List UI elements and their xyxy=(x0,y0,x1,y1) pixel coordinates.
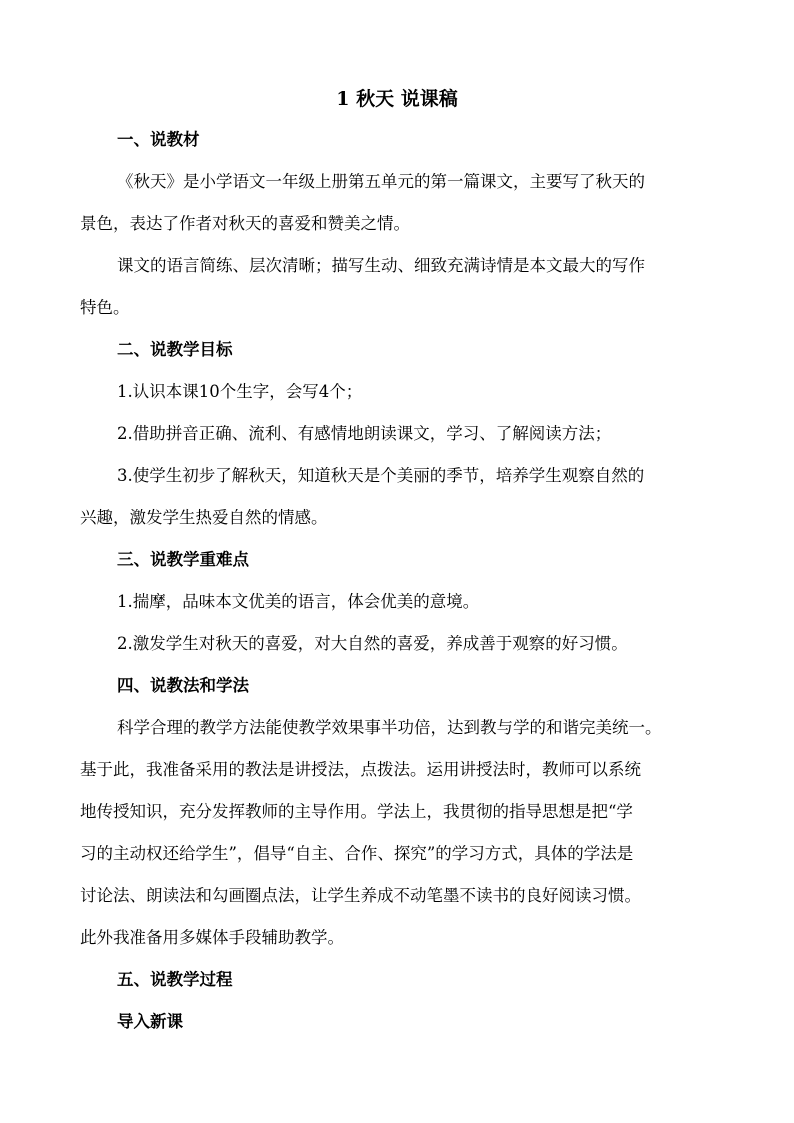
paragraph-line: 基于此，我准备采用的教法是讲授法，点拨法。运用讲授法时，教师可以系统 xyxy=(80,760,641,779)
paragraph-line: 此外我准备用多媒体手段辅助教学。 xyxy=(80,928,344,947)
paragraph-line: 特色。 xyxy=(80,298,130,317)
paragraph-line: 景色，表达了作者对秋天的喜爱和赞美之情。 xyxy=(80,214,410,233)
list-item: 2.激发学生对秋天的喜爱，对大自然的喜爱，养成善于观察的好习惯。 xyxy=(117,634,628,653)
page-title: 1 秋天 说课稿 xyxy=(336,88,458,110)
list-item: 1.揣摩，品味本文优美的语言，体会优美的意境。 xyxy=(117,592,480,611)
list-item-continuation: 兴趣，激发学生热爱自然的情感。 xyxy=(80,508,328,527)
list-item: 3.使学生初步了解秋天，知道秋天是个美丽的季节，培养学生观察自然的 xyxy=(117,466,645,485)
list-item: 1.认识本课10个生字，会写4个； xyxy=(117,382,363,401)
section-heading-methods: 四、说教法和学法 xyxy=(117,676,249,695)
paragraph-line: 科学合理的教学方法能使教学效果事半功倍，达到教与学的和谐完美统一。 xyxy=(117,718,662,737)
section-heading-process: 五、说教学过程 xyxy=(117,970,233,989)
paragraph-line: 课文的语言简练、层次清晰；描写生动、细致充满诗情是本文最大的写作 xyxy=(117,256,645,275)
subsection-heading-intro: 导入新课 xyxy=(117,1012,183,1031)
list-item: 2.借助拼音正确、流利、有感情地朗读课文，学习、了解阅读方法； xyxy=(117,424,612,443)
section-heading-key-points: 三、说教学重难点 xyxy=(117,550,249,569)
section-heading-textbook: 一、说教材 xyxy=(117,130,200,149)
paragraph-line: 地传授知识，充分发挥教师的主导作用。学法上，我贯彻的指导思想是把“学 xyxy=(80,802,633,821)
paragraph-line: 讨论法、朗读法和勾画圈点法，让学生养成不动笔墨不读书的良好阅读习惯。 xyxy=(80,886,641,905)
section-heading-goals: 二、说教学目标 xyxy=(117,340,233,359)
paragraph-line: 习的主动权还给学生”，倡导“自主、合作、探究”的学习方式，具体的学法是 xyxy=(80,844,634,863)
paragraph-line: 《秋天》是小学语文一年级上册第五单元的第一篇课文，主要写了秋天的 xyxy=(117,172,645,191)
